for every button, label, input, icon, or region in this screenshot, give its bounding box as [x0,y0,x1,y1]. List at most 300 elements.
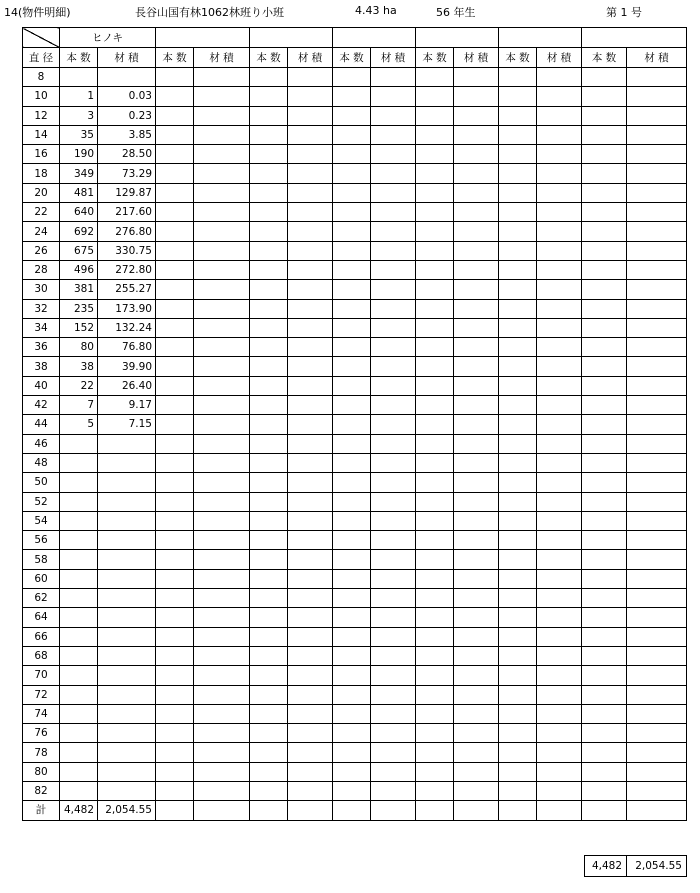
empty-cell [454,318,499,337]
empty-cell [627,492,687,511]
species-empty [582,28,687,48]
empty-cell [537,203,582,222]
empty-cell [371,280,416,299]
empty-cell [627,164,687,183]
count-header: 本 数 [156,48,194,68]
empty-cell [194,473,250,492]
volume-header: 材 積 [627,48,687,68]
empty-cell [288,473,333,492]
volume-header: 材 積 [288,48,333,68]
empty-cell [416,627,454,646]
empty-cell [371,550,416,569]
empty-cell [416,68,454,87]
empty-cell [499,357,537,376]
count-cell: 5 [60,415,98,434]
empty-cell [288,646,333,665]
empty-cell [194,87,250,106]
empty-cell [194,453,250,472]
empty-cell [454,569,499,588]
empty-cell [582,473,627,492]
empty-cell [371,125,416,144]
diameter-cell: 66 [23,627,60,646]
table-row [23,646,687,665]
empty-cell [416,357,454,376]
diameter-cell: 62 [23,589,60,608]
empty-cell [537,646,582,665]
empty-cell [627,608,687,627]
empty-cell [333,241,371,260]
empty-cell [156,743,194,762]
empty-cell [156,492,194,511]
empty-cell [499,106,537,125]
empty-cell [194,125,250,144]
empty-cell [416,415,454,434]
empty-cell [250,415,288,434]
table-row [23,396,687,415]
empty-cell [582,743,627,762]
empty-cell [333,569,371,588]
table-row [23,704,687,723]
empty-cell [499,685,537,704]
empty-cell [333,801,371,820]
empty-cell [537,473,582,492]
empty-cell [156,453,194,472]
empty-cell [582,164,627,183]
empty-cell [371,434,416,453]
volume-cell [98,68,156,87]
empty-cell [156,550,194,569]
table-row [23,68,687,87]
table-row [23,666,687,685]
empty-cell [156,280,194,299]
empty-cell [454,357,499,376]
empty-cell [194,646,250,665]
empty-cell [537,550,582,569]
count-cell [60,511,98,530]
empty-cell [627,743,687,762]
empty-cell [454,743,499,762]
empty-cell [416,762,454,781]
empty-cell [499,222,537,241]
empty-cell [582,781,627,800]
document-number: 14(物件明細) [4,6,71,19]
location-title: 長谷山国有林1062林班り小班 [135,6,284,19]
volume-cell: 272.80 [98,260,156,279]
diameter-cell: 52 [23,492,60,511]
empty-cell [250,318,288,337]
empty-cell [288,68,333,87]
empty-cell [582,222,627,241]
empty-cell [537,87,582,106]
empty-cell [288,299,333,318]
empty-cell [371,608,416,627]
empty-cell [582,511,627,530]
empty-cell [371,704,416,723]
volume-cell: 217.60 [98,203,156,222]
empty-cell [194,203,250,222]
empty-cell [194,531,250,550]
empty-cell [194,376,250,395]
diameter-cell: 28 [23,260,60,279]
empty-cell [537,318,582,337]
empty-cell [371,338,416,357]
empty-cell [371,666,416,685]
empty-cell [250,106,288,125]
table-row [23,434,687,453]
empty-cell [250,260,288,279]
diameter-cell: 18 [23,164,60,183]
empty-cell [499,589,537,608]
empty-cell [194,743,250,762]
empty-cell [416,87,454,106]
empty-cell [156,473,194,492]
empty-cell [627,376,687,395]
empty-cell [499,376,537,395]
volume-cell: 3.85 [98,125,156,144]
empty-cell [333,376,371,395]
empty-cell [194,492,250,511]
table-row [23,338,687,357]
empty-cell [194,781,250,800]
empty-cell [288,87,333,106]
empty-cell [288,434,333,453]
empty-cell [454,550,499,569]
empty-cell [416,164,454,183]
volume-cell [98,569,156,588]
empty-cell [156,511,194,530]
empty-cell [333,280,371,299]
table-row [23,762,687,781]
empty-cell [250,203,288,222]
empty-cell [250,550,288,569]
empty-cell [371,473,416,492]
empty-cell [537,434,582,453]
empty-cell [582,589,627,608]
diameter-cell: 38 [23,357,60,376]
table-row [23,125,687,144]
empty-cell [288,241,333,260]
count-header: 本 数 [416,48,454,68]
empty-cell [156,357,194,376]
empty-cell [454,492,499,511]
count-cell: 675 [60,241,98,260]
volume-cell [98,550,156,569]
empty-cell [499,164,537,183]
empty-cell [627,396,687,415]
empty-cell [537,781,582,800]
empty-cell [454,724,499,743]
empty-cell [288,492,333,511]
empty-cell [250,589,288,608]
count-cell [60,550,98,569]
empty-cell [250,125,288,144]
empty-cell [627,646,687,665]
empty-cell [454,781,499,800]
diameter-header: 直 径 [23,48,60,68]
empty-cell [537,68,582,87]
empty-cell [454,666,499,685]
empty-cell [371,318,416,337]
volume-header: 材 積 [454,48,499,68]
empty-cell [288,762,333,781]
empty-cell [371,145,416,164]
empty-cell [416,646,454,665]
diameter-cell: 14 [23,125,60,144]
empty-cell [250,280,288,299]
table-row [23,318,687,337]
empty-cell [194,164,250,183]
empty-cell [537,376,582,395]
diameter-cell: 30 [23,280,60,299]
empty-cell [537,396,582,415]
empty-cell [416,106,454,125]
empty-cell [156,627,194,646]
volume-cell [98,685,156,704]
empty-cell [537,241,582,260]
count-cell: 80 [60,338,98,357]
empty-cell [333,550,371,569]
empty-cell [333,589,371,608]
empty-cell [371,453,416,472]
empty-cell [194,627,250,646]
empty-cell [627,260,687,279]
diameter-cell: 80 [23,762,60,781]
empty-cell [250,453,288,472]
count-cell: 481 [60,183,98,202]
count-cell [60,666,98,685]
empty-cell [537,492,582,511]
empty-cell [627,338,687,357]
species-name: ヒノキ [60,28,156,48]
empty-cell [156,608,194,627]
count-header: 本 数 [499,48,537,68]
empty-cell [371,183,416,202]
table-row [23,550,687,569]
volume-cell: 129.87 [98,183,156,202]
total-label: 計 [23,801,60,820]
empty-cell [582,357,627,376]
empty-cell [499,531,537,550]
empty-cell [288,125,333,144]
diameter-cell: 36 [23,338,60,357]
empty-cell [156,241,194,260]
empty-cell [582,145,627,164]
empty-cell [499,203,537,222]
empty-cell [582,531,627,550]
table-row [23,145,687,164]
empty-cell [499,666,537,685]
volume-cell: 26.40 [98,376,156,395]
empty-cell [333,318,371,337]
empty-cell [454,473,499,492]
empty-cell [627,203,687,222]
empty-cell [537,280,582,299]
empty-cell [194,222,250,241]
empty-cell [371,68,416,87]
empty-cell [371,492,416,511]
table-row [23,87,687,106]
empty-cell [288,801,333,820]
volume-cell [98,781,156,800]
empty-cell [537,453,582,472]
empty-cell [333,260,371,279]
empty-cell [499,453,537,472]
count-cell: 640 [60,203,98,222]
empty-cell [250,627,288,646]
empty-cell [537,260,582,279]
empty-cell [582,241,627,260]
empty-cell [371,396,416,415]
empty-cell [156,318,194,337]
empty-cell [288,106,333,125]
empty-cell [582,183,627,202]
empty-cell [499,743,537,762]
empty-cell [454,704,499,723]
species-empty [416,28,499,48]
diameter-cell: 64 [23,608,60,627]
empty-cell [194,145,250,164]
empty-cell [582,685,627,704]
empty-cell [454,434,499,453]
grand-total-count: 4,482 [585,856,627,877]
table-row [23,569,687,588]
empty-cell [194,724,250,743]
empty-cell [156,164,194,183]
empty-cell [288,376,333,395]
empty-cell [454,145,499,164]
empty-cell [416,511,454,530]
empty-cell [537,627,582,646]
table-row [23,685,687,704]
empty-cell [333,743,371,762]
empty-cell [582,125,627,144]
empty-cell [333,415,371,434]
empty-cell [371,87,416,106]
empty-cell [537,531,582,550]
empty-cell [416,531,454,550]
empty-cell [194,550,250,569]
empty-cell [194,338,250,357]
empty-cell [371,531,416,550]
diameter-cell: 8 [23,68,60,87]
count-cell: 692 [60,222,98,241]
empty-cell [416,203,454,222]
empty-cell [250,376,288,395]
empty-cell [156,299,194,318]
empty-cell [288,743,333,762]
empty-cell [537,762,582,781]
empty-cell [627,473,687,492]
empty-cell [288,357,333,376]
empty-cell [156,125,194,144]
volume-cell [98,608,156,627]
empty-cell [156,396,194,415]
empty-cell [499,724,537,743]
empty-cell [499,627,537,646]
empty-cell [537,801,582,820]
empty-cell [454,183,499,202]
empty-cell [454,125,499,144]
empty-cell [371,646,416,665]
empty-cell [371,511,416,530]
empty-cell [250,801,288,820]
table-row [23,743,687,762]
empty-cell [288,589,333,608]
volume-header: 材 積 [98,48,156,68]
empty-cell [156,704,194,723]
count-cell [60,608,98,627]
diameter-cell: 24 [23,222,60,241]
species-empty [250,28,333,48]
empty-cell [333,183,371,202]
count-cell [60,646,98,665]
empty-cell [416,434,454,453]
empty-cell [371,357,416,376]
diameter-cell: 82 [23,781,60,800]
empty-cell [537,106,582,125]
empty-cell [371,801,416,820]
empty-cell [371,685,416,704]
empty-cell [371,203,416,222]
table-row [23,608,687,627]
count-cell: 35 [60,125,98,144]
empty-cell [288,781,333,800]
empty-cell [416,396,454,415]
empty-cell [371,106,416,125]
empty-cell [250,164,288,183]
empty-cell [454,241,499,260]
empty-cell [454,68,499,87]
empty-cell [371,762,416,781]
diameter-cell: 78 [23,743,60,762]
empty-cell [499,125,537,144]
empty-cell [416,704,454,723]
empty-cell [333,492,371,511]
empty-cell [627,627,687,646]
empty-cell [627,145,687,164]
empty-cell [371,627,416,646]
empty-cell [371,743,416,762]
table-row [23,357,687,376]
timber-volume-table [22,27,687,821]
empty-cell [156,87,194,106]
empty-cell [194,415,250,434]
empty-cell [416,589,454,608]
empty-cell [499,260,537,279]
empty-cell [250,183,288,202]
empty-cell [333,87,371,106]
empty-cell [288,145,333,164]
volume-cell: 39.90 [98,357,156,376]
count-cell [60,434,98,453]
empty-cell [416,376,454,395]
empty-cell [288,511,333,530]
species-empty [156,28,250,48]
count-header: 本 数 [333,48,371,68]
empty-cell [371,222,416,241]
empty-cell [156,145,194,164]
empty-cell [582,492,627,511]
empty-cell [156,666,194,685]
empty-cell [371,781,416,800]
empty-cell [194,260,250,279]
empty-cell [194,434,250,453]
volume-cell [98,453,156,472]
empty-cell [156,434,194,453]
table-row [23,781,687,800]
empty-cell [627,222,687,241]
volume-cell: 28.50 [98,145,156,164]
